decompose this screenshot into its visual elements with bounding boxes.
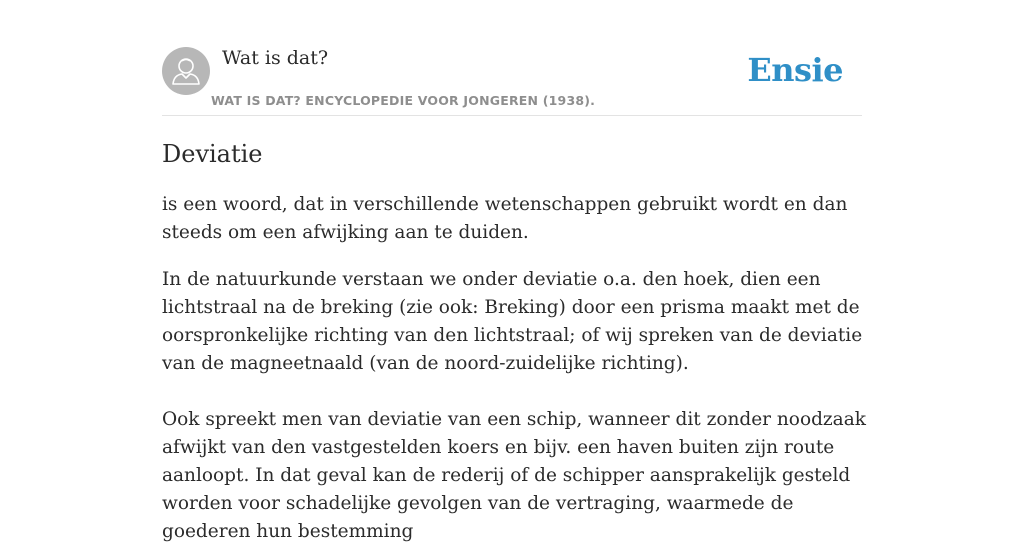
ensie-logo[interactable]: Ensie — [747, 51, 843, 89]
avatar[interactable] — [162, 47, 210, 95]
article-paragraph: Ook spreekt men van deviatie van een schip, wanneer dit zonder noodzaak afwijkt van den vastgestelden koers en bijv. een haven buiten zijn route aanloopt. In dat geval kan de rederij of de schipper aansprakelijk gesteld worden voor schadelijke gevolgen van de vertraging, waarmede de goederen hun bestemming — [162, 409, 866, 542]
source-name[interactable]: Wat is dat? — [222, 47, 329, 69]
source-subtitle: WAT IS DAT? ENCYCLOPEDIE VOOR JONGEREN (1938). — [211, 93, 596, 108]
article-paragraph: In de natuurkunde verstaan we onder deviatie o.a. den hoek, dien een lichtstraal na de breking (zie ook: Breking) door een prisma maakt met de oorspronkelijke richting van den lichtstraal; of wij spreken van de deviatie van de magneetnaald (van de noord-zuidelijke richting). — [162, 269, 863, 374]
user-placeholder-icon — [162, 47, 210, 95]
article — [162, 138, 866, 546]
source-header — [162, 46, 862, 116]
article-paragraph: is een woord, dat in verschillende wetenschappen gebruikt wordt en dan steeds om een afwijking aan te duiden. — [162, 194, 848, 243]
article-title: Deviatie — [162, 140, 263, 168]
